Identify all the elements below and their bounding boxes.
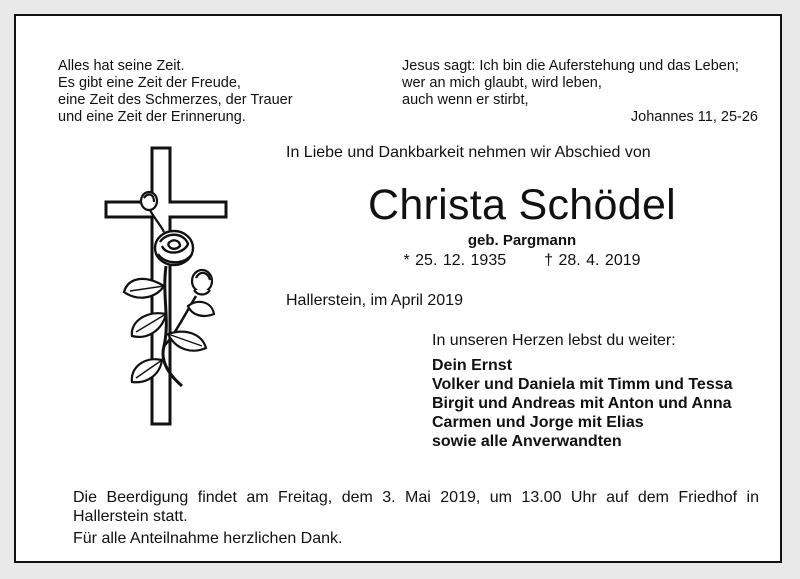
family-member: Birgit und Andreas mit Anton und Anna xyxy=(432,395,732,412)
family-list xyxy=(432,356,733,451)
quote-right-line: wer an mich glaubt, wird leben, xyxy=(402,75,602,91)
quote-left-line: Alles hat seine Zeit. xyxy=(58,58,185,74)
place-date: Hallerstein, im April 2019 xyxy=(286,292,463,309)
family-member: Dein Ernst xyxy=(432,357,513,374)
deceased-name: Christa Schödel xyxy=(367,181,677,229)
quote-left xyxy=(58,58,293,126)
maiden-name: geb. Pargmann xyxy=(467,232,577,249)
thanks-line: Für alle Anteilnahme herzlichen Dank. xyxy=(73,530,343,547)
quote-right xyxy=(402,58,772,126)
quote-left-line: eine Zeit des Schmerzes, der Trauer xyxy=(58,92,293,108)
quote-left-line: Es gibt eine Zeit der Freude, xyxy=(58,75,241,91)
family-member: Volker und Daniela mit Timm und Tessa xyxy=(432,376,733,393)
quote-left-line: und eine Zeit der Erinnerung. xyxy=(58,109,246,125)
family-member: Carmen und Jorge mit Elias xyxy=(432,414,644,431)
bible-reference: Johannes 11, 25-26 xyxy=(630,109,758,125)
family-member: sowie alle Anverwandten xyxy=(432,433,622,450)
hearts-line: In unseren Herzen lebst du weiter: xyxy=(432,332,676,349)
birth-date: * 25. 12. 1935 xyxy=(403,252,507,269)
burial-info: Die Beerdigung findet am Freitag, dem 3. Mai 2019, um 13.00 Uhr auf dem Friedhof in Hallerstein statt. xyxy=(73,489,759,525)
obituary-notice xyxy=(14,14,782,563)
death-date: † 28. 4. 2019 xyxy=(544,252,641,269)
life-dates xyxy=(286,252,758,270)
intro-text: In Liebe und Dankbarkeit nehmen wir Abschied von xyxy=(286,144,651,161)
quote-right-line: Jesus sagt: Ich bin die Auferstehung und das Leben; xyxy=(402,58,739,74)
cross-with-rose-icon xyxy=(104,146,234,428)
quote-right-line: auch wenn er stirbt, xyxy=(402,92,529,108)
